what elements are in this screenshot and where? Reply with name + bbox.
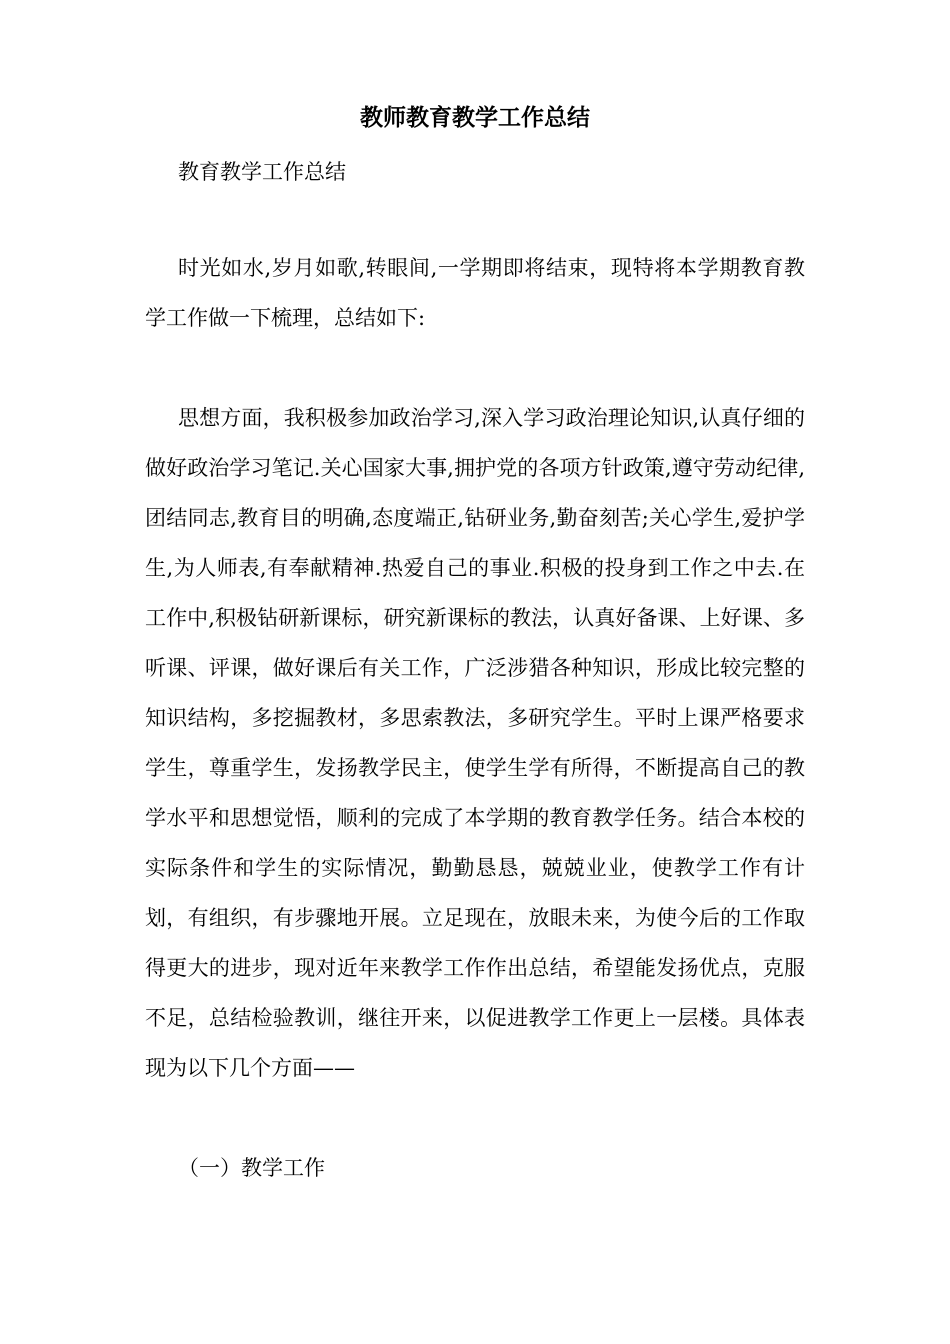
document-subtitle: 教育教学工作总结 xyxy=(178,160,346,184)
paragraph-ideology: 思想方面，我积极参加政治学习,深入学习政治理论知识,认真仔细的做好政治学习笔记.关心国家大事,拥护党的各项方针政策,遵守劳动纪律,团结同志,教育目的明确,态度端正,钻研业务,勤奋刻苦;关心学生,爱护学生,为人师表,有奉献精神.热爱自己的事业.积极的投身到工作之中去.在工作中,积极钻研新课标，研究新课标的教法，认真好备课、上好课、多听课、评课，做好课后有关工作，广泛涉猎各种知识，形成比较完整的知识结构，多挖掘教材，多思索教法，多研究学生。平时上课严格要求学生，尊重学生，发扬教学民主，使学生学有所得，不断提高自己的教学水平和思想觉悟，顺利的完成了本学期的教育教学任务。结合本校的实际条件和学生的实际情况，勤勤恳恳，兢兢业业，使教学工作有计划，有组织，有步骤地开展。立足现在，放眼未来，为使今后的工作取得更大的进步，现对近年来教学工作作出总结，希望能发扬优点，克服不足，总结检验教训，继往开来，以促进教学工作更上一层楼。具体表现为以下几个方面—— xyxy=(145,406,805,1080)
document-title: 教师教育教学工作总结 xyxy=(360,104,590,131)
paragraph-intro: 时光如水,岁月如歌,转眼间,一学期即将结束，现特将本学期教育教学工作做一下梳理，总结如下: xyxy=(145,256,805,330)
section-heading-teaching: （一）教学工作 xyxy=(178,1156,325,1180)
